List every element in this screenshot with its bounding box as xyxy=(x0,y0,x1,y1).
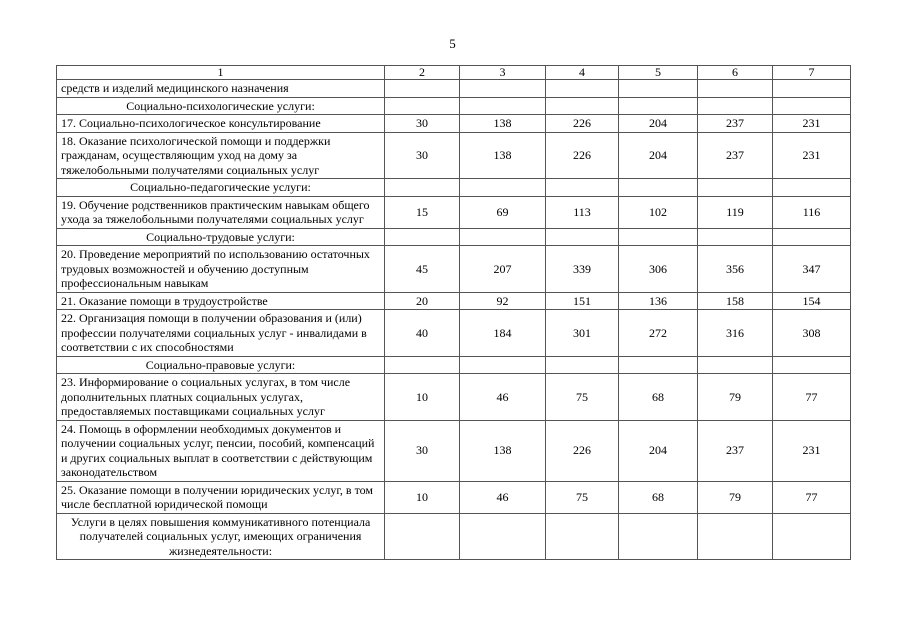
tariff-value-col-2: 10 xyxy=(385,481,460,513)
tariff-value-col-7 xyxy=(773,80,851,98)
tariff-value-col-5 xyxy=(619,228,698,246)
tariff-value-col-4: 151 xyxy=(546,292,619,310)
table-row xyxy=(57,292,851,310)
tariff-value-col-5: 136 xyxy=(619,292,698,310)
tariff-value-col-2: 30 xyxy=(385,132,460,179)
tariff-value-col-6: 237 xyxy=(698,115,773,133)
tariff-value-col-2 xyxy=(385,179,460,197)
tariff-value-col-7: 308 xyxy=(773,310,851,357)
tariff-value-col-5: 68 xyxy=(619,481,698,513)
section-header-row xyxy=(57,356,851,374)
tariff-value-col-5 xyxy=(619,80,698,98)
tariff-value-col-5: 272 xyxy=(619,310,698,357)
tariff-value-col-4 xyxy=(546,179,619,197)
table-row xyxy=(57,246,851,293)
tariff-value-col-2 xyxy=(385,228,460,246)
tariff-value-col-4 xyxy=(546,97,619,115)
tariff-value-col-3: 207 xyxy=(460,246,546,293)
tariff-value-col-7: 116 xyxy=(773,196,851,228)
tariff-value-col-4: 226 xyxy=(546,132,619,179)
service-name: 23. Информирование о социальных услугах, в том числе дополнительных платных социальных услугах, предоставляемых поставщиками социальных услуг xyxy=(57,374,385,421)
tariff-value-col-2: 10 xyxy=(385,374,460,421)
section-header-row xyxy=(57,513,851,560)
tariff-value-col-5: 204 xyxy=(619,420,698,481)
column-number: 4 xyxy=(546,66,619,80)
tariff-value-col-2 xyxy=(385,80,460,98)
tariff-value-col-7: 77 xyxy=(773,374,851,421)
tariff-value-col-3: 92 xyxy=(460,292,546,310)
tariff-value-col-5: 204 xyxy=(619,115,698,133)
service-name: 20. Проведение мероприятий по использованию остаточных трудовых возможностей и обучению доступным профессиональным навыкам xyxy=(57,246,385,293)
tariff-value-col-4 xyxy=(546,513,619,560)
tariff-value-col-6: 79 xyxy=(698,374,773,421)
column-number: 2 xyxy=(385,66,460,80)
section-title: Социально-трудовые услуги: xyxy=(57,228,385,246)
table-row xyxy=(57,196,851,228)
tariff-value-col-3: 46 xyxy=(460,374,546,421)
tariff-value-col-6: 316 xyxy=(698,310,773,357)
tariff-value-col-6: 237 xyxy=(698,132,773,179)
tariff-value-col-7 xyxy=(773,356,851,374)
tariff-value-col-7 xyxy=(773,228,851,246)
section-header-row xyxy=(57,179,851,197)
tariff-value-col-5: 306 xyxy=(619,246,698,293)
tariff-value-col-6: 119 xyxy=(698,196,773,228)
tariff-value-col-7 xyxy=(773,513,851,560)
tariff-value-col-7: 77 xyxy=(773,481,851,513)
tariff-value-col-4: 113 xyxy=(546,196,619,228)
tariff-value-col-3 xyxy=(460,513,546,560)
tariff-value-col-4 xyxy=(546,356,619,374)
tariff-value-col-6: 237 xyxy=(698,420,773,481)
tariff-value-col-4: 75 xyxy=(546,374,619,421)
page-number: 5 xyxy=(449,36,456,51)
tariff-value-col-5: 204 xyxy=(619,132,698,179)
tariff-value-col-3: 69 xyxy=(460,196,546,228)
tariff-value-col-6 xyxy=(698,80,773,98)
service-name: 25. Оказание помощи в получении юридических услуг, в том числе бесплатной юридической помощи xyxy=(57,481,385,513)
tariff-value-col-2: 20 xyxy=(385,292,460,310)
tariff-value-col-4: 226 xyxy=(546,420,619,481)
tariff-value-col-5: 102 xyxy=(619,196,698,228)
section-header-row xyxy=(57,97,851,115)
tariff-value-col-2 xyxy=(385,513,460,560)
section-title: Услуги в целях повышения коммуникативного потенциала получателей социальных услуг, имеющих ограничения жизнедеятельности: xyxy=(57,513,385,560)
tariff-value-col-6 xyxy=(698,513,773,560)
tariff-value-col-4: 339 xyxy=(546,246,619,293)
tariff-value-col-3 xyxy=(460,356,546,374)
tariff-value-col-2: 15 xyxy=(385,196,460,228)
tariff-value-col-3 xyxy=(460,80,546,98)
tariff-value-col-7: 154 xyxy=(773,292,851,310)
tariff-value-col-6: 158 xyxy=(698,292,773,310)
tariff-value-col-2 xyxy=(385,356,460,374)
tariff-value-col-3 xyxy=(460,228,546,246)
column-number: 5 xyxy=(619,66,698,80)
column-number: 6 xyxy=(698,66,773,80)
tariff-value-col-3: 46 xyxy=(460,481,546,513)
table-row xyxy=(57,481,851,513)
table-row xyxy=(57,80,851,98)
tariff-value-col-4 xyxy=(546,228,619,246)
tariff-value-col-3: 184 xyxy=(460,310,546,357)
tariff-value-col-5 xyxy=(619,356,698,374)
table-row xyxy=(57,374,851,421)
tariff-value-col-2: 30 xyxy=(385,420,460,481)
table-body xyxy=(57,66,851,560)
tariff-value-col-7: 231 xyxy=(773,132,851,179)
tariff-value-col-3 xyxy=(460,179,546,197)
tariff-value-col-5 xyxy=(619,513,698,560)
tariff-value-col-6: 356 xyxy=(698,246,773,293)
tariff-value-col-2: 30 xyxy=(385,115,460,133)
tariff-value-col-7: 231 xyxy=(773,115,851,133)
table-row xyxy=(57,115,851,133)
service-name: средств и изделий медицинского назначения xyxy=(57,80,385,98)
column-number: 1 xyxy=(57,66,385,80)
tariff-value-col-6 xyxy=(698,356,773,374)
tariff-value-col-3: 138 xyxy=(460,132,546,179)
service-name: 17. Социально-психологическое консультирование xyxy=(57,115,385,133)
tariff-value-col-2 xyxy=(385,97,460,115)
table-row xyxy=(57,132,851,179)
tariff-value-col-4: 226 xyxy=(546,115,619,133)
tariff-value-col-3: 138 xyxy=(460,420,546,481)
tariff-value-col-6: 79 xyxy=(698,481,773,513)
tariff-value-col-5: 68 xyxy=(619,374,698,421)
tariff-value-col-7 xyxy=(773,179,851,197)
section-title: Социально-психологические услуги: xyxy=(57,97,385,115)
table-row xyxy=(57,310,851,357)
tariff-value-col-5 xyxy=(619,179,698,197)
tariff-value-col-7 xyxy=(773,97,851,115)
column-number: 7 xyxy=(773,66,851,80)
tariff-value-col-6 xyxy=(698,97,773,115)
section-header-row xyxy=(57,228,851,246)
tariff-value-col-6 xyxy=(698,179,773,197)
section-title: Социально-правовые услуги: xyxy=(57,356,385,374)
service-name: 24. Помощь в оформлении необходимых документов и получении социальных услуг, пенсии, пособий, компенсаций и других социальных выплат в соответствии с действующим законодательством xyxy=(57,420,385,481)
section-title: Социально-педагогические услуги: xyxy=(57,179,385,197)
tariff-value-col-2: 45 xyxy=(385,246,460,293)
service-name: 19. Обучение родственников практическим навыкам общего ухода за тяжелобольными получателями социальных услуг xyxy=(57,196,385,228)
tariff-value-col-7: 347 xyxy=(773,246,851,293)
tariff-value-col-5 xyxy=(619,97,698,115)
table-row xyxy=(57,420,851,481)
tariff-value-col-7: 231 xyxy=(773,420,851,481)
tariff-value-col-4: 301 xyxy=(546,310,619,357)
column-number: 3 xyxy=(460,66,546,80)
service-name: 18. Оказание психологической помощи и поддержки гражданам, осуществляющим уход на дому за тяжелобольными получателями социальных услуг xyxy=(57,132,385,179)
service-name: 22. Организация помощи в получении образования и (или) профессии получателями социальных услуг - инвалидами в соответствии с их способностями xyxy=(57,310,385,357)
tariff-value-col-4: 75 xyxy=(546,481,619,513)
tariff-value-col-3 xyxy=(460,97,546,115)
column-number-header-row xyxy=(57,66,851,80)
service-name: 21. Оказание помощи в трудоустройстве xyxy=(57,292,385,310)
tariff-value-col-6 xyxy=(698,228,773,246)
tariff-value-col-4 xyxy=(546,80,619,98)
tariff-value-col-3: 138 xyxy=(460,115,546,133)
tariff-value-col-2: 40 xyxy=(385,310,460,357)
tariff-table xyxy=(56,65,851,560)
